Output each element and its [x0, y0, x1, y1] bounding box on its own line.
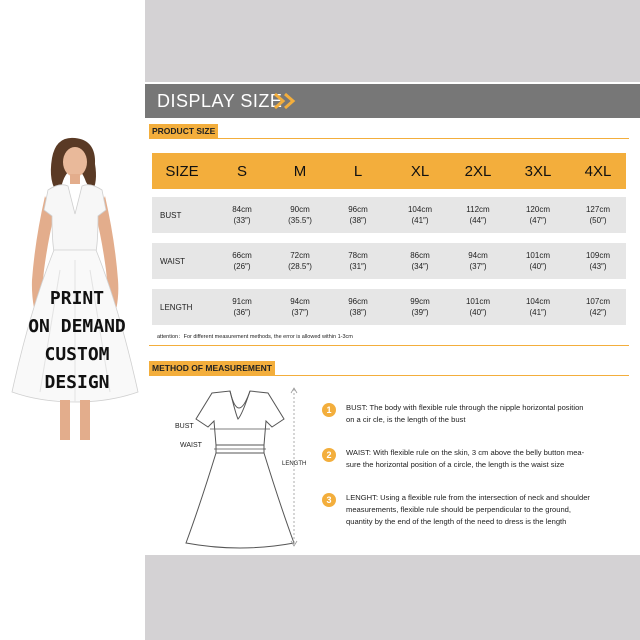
cell-in: (41″)	[411, 216, 429, 225]
cell-in: (38″)	[349, 308, 367, 317]
cell-in: (26″)	[233, 262, 251, 271]
cell-in: (43″)	[589, 262, 607, 271]
measurement-item	[322, 448, 638, 478]
overlay-text-line: PRINT	[49, 288, 105, 309]
text-line: LENGHT: Using a flexible rule from the intersection of neck and shoulder	[346, 493, 590, 502]
cell-cm: 91cm	[232, 297, 252, 306]
text-line: BUST: The body with flexible rule through the nipple horizontal position	[346, 403, 584, 412]
table-cell	[576, 250, 620, 272]
cell-cm: 66cm	[232, 251, 252, 260]
cell-cm: 86cm	[410, 251, 430, 260]
cell-in: (35.5″)	[288, 216, 312, 225]
row-label: LENGTH	[160, 303, 193, 312]
step-number-badge: 3	[322, 493, 336, 507]
cell-in: (39″)	[411, 308, 429, 317]
table-row	[152, 197, 626, 233]
cell-cm: 109cm	[585, 251, 610, 260]
table-cell	[516, 296, 560, 318]
measurement-item	[322, 493, 638, 533]
cell-cm: 90cm	[290, 205, 310, 214]
table-cell	[276, 250, 324, 272]
display-size-header	[145, 84, 640, 118]
text-line: on a cir cle, is the length of the bust	[346, 415, 466, 424]
cell-in: (50″)	[589, 216, 607, 225]
cell-in: (38″)	[349, 216, 367, 225]
cell-in: (47″)	[529, 216, 547, 225]
table-cell	[398, 296, 442, 318]
cell-in: (40″)	[469, 308, 487, 317]
cell-cm: 94cm	[290, 297, 310, 306]
cell-in: (42″)	[589, 308, 607, 317]
row-label: WAIST	[160, 257, 186, 266]
cell-cm: 99cm	[410, 297, 430, 306]
table-row	[152, 289, 626, 325]
table-header: L	[353, 163, 363, 180]
cell-in: (28.5″)	[288, 262, 312, 271]
table-header: 2XL	[464, 163, 492, 180]
table-cell	[516, 250, 560, 272]
text-line: WAIST: With flexible rule on the skin, 3 cm above the belly button mea-	[346, 448, 585, 457]
cell-cm: 104cm	[407, 205, 432, 214]
table-cell	[276, 204, 324, 226]
divider	[149, 138, 629, 139]
table-cell	[338, 250, 378, 272]
method-tag: METHOD OF MEASUREMENT	[149, 361, 275, 375]
cell-in: (36″)	[233, 308, 251, 317]
table-cell	[222, 296, 262, 318]
cell-cm: 96cm	[348, 205, 368, 214]
cell-in: (40″)	[529, 262, 547, 271]
cell-cm: 104cm	[525, 297, 550, 306]
table-header-row	[152, 153, 626, 189]
text-line: measurements, flexible rule should be perpendicular to the ground,	[346, 505, 571, 514]
divider	[149, 345, 629, 346]
cell-cm: 120cm	[525, 205, 550, 214]
cell-in: (37″)	[291, 308, 309, 317]
table-cell	[398, 250, 442, 272]
cell-in: (31″)	[349, 262, 367, 271]
table-cell	[576, 204, 620, 226]
dress-diagram	[180, 385, 310, 555]
page-title: DISPLAY SIZE	[157, 91, 283, 111]
cell-cm: 84cm	[232, 205, 252, 214]
cell-cm: 72cm	[290, 251, 310, 260]
table-header: M	[293, 163, 307, 180]
cell-cm: 112cm	[466, 205, 490, 214]
table-cell	[222, 250, 262, 272]
cell-cm: 127cm	[585, 205, 610, 214]
cell-cm: 96cm	[348, 297, 368, 306]
cell-cm: 101cm	[525, 251, 550, 260]
overlay-text-line: ON DEMAND	[28, 316, 126, 337]
cell-in: (44″)	[469, 216, 487, 225]
diagram-length-label: LENGTH	[282, 461, 307, 467]
diagram-bust-label: BUST	[175, 423, 194, 430]
top-gray-band	[145, 0, 640, 82]
cell-cm: 94cm	[468, 251, 488, 260]
table-cell	[338, 296, 378, 318]
measurement-text	[346, 492, 638, 528]
step-number-badge: 2	[322, 448, 336, 462]
cell-in: (33″)	[233, 216, 251, 225]
row-label: BUST	[160, 211, 182, 220]
table-cell	[576, 296, 620, 318]
table-cell	[456, 204, 500, 226]
table-row	[152, 243, 626, 279]
table-header: 3XL	[524, 163, 552, 180]
text-line: quantity by the end of the length of the need to dress is the length	[346, 517, 567, 526]
table-header: SIZE	[165, 163, 199, 180]
double-chevron-right-icon	[273, 90, 303, 112]
overlay-text-line: CUSTOM	[44, 344, 110, 365]
table-cell	[398, 204, 442, 226]
divider	[149, 375, 629, 376]
cell-cm: 78cm	[348, 251, 368, 260]
cell-in: (34″)	[411, 262, 429, 271]
overlay-text-line: DESIGN	[44, 372, 110, 393]
cell-in: (37″)	[469, 262, 487, 271]
table-cell	[456, 296, 500, 318]
cell-cm: 101cm	[465, 297, 490, 306]
text-line: sure the horizontal position of a circle, the length is the waist size	[346, 460, 565, 469]
step-number-badge: 1	[322, 403, 336, 417]
cell-cm: 107cm	[585, 297, 610, 306]
table-header: XL	[410, 163, 430, 180]
table-header: 4XL	[584, 163, 612, 180]
product-size-tag: PRODUCT SIZE	[149, 124, 218, 138]
cell-in: (41″)	[529, 308, 547, 317]
bottom-gray-band	[145, 555, 640, 640]
measurement-text	[346, 447, 638, 471]
diagram-waist-label: WAIST	[180, 442, 202, 449]
table-cell	[276, 296, 324, 318]
table-cell	[338, 204, 378, 226]
table-cell	[516, 204, 560, 226]
table-header: S	[236, 163, 247, 180]
table-cell	[222, 204, 262, 226]
measurement-item	[322, 403, 638, 433]
table-cell	[456, 250, 500, 272]
measurement-text	[346, 402, 638, 426]
measurement-note: attention：For different measurement methods, the error is allowed within 1-3cm	[157, 334, 353, 340]
